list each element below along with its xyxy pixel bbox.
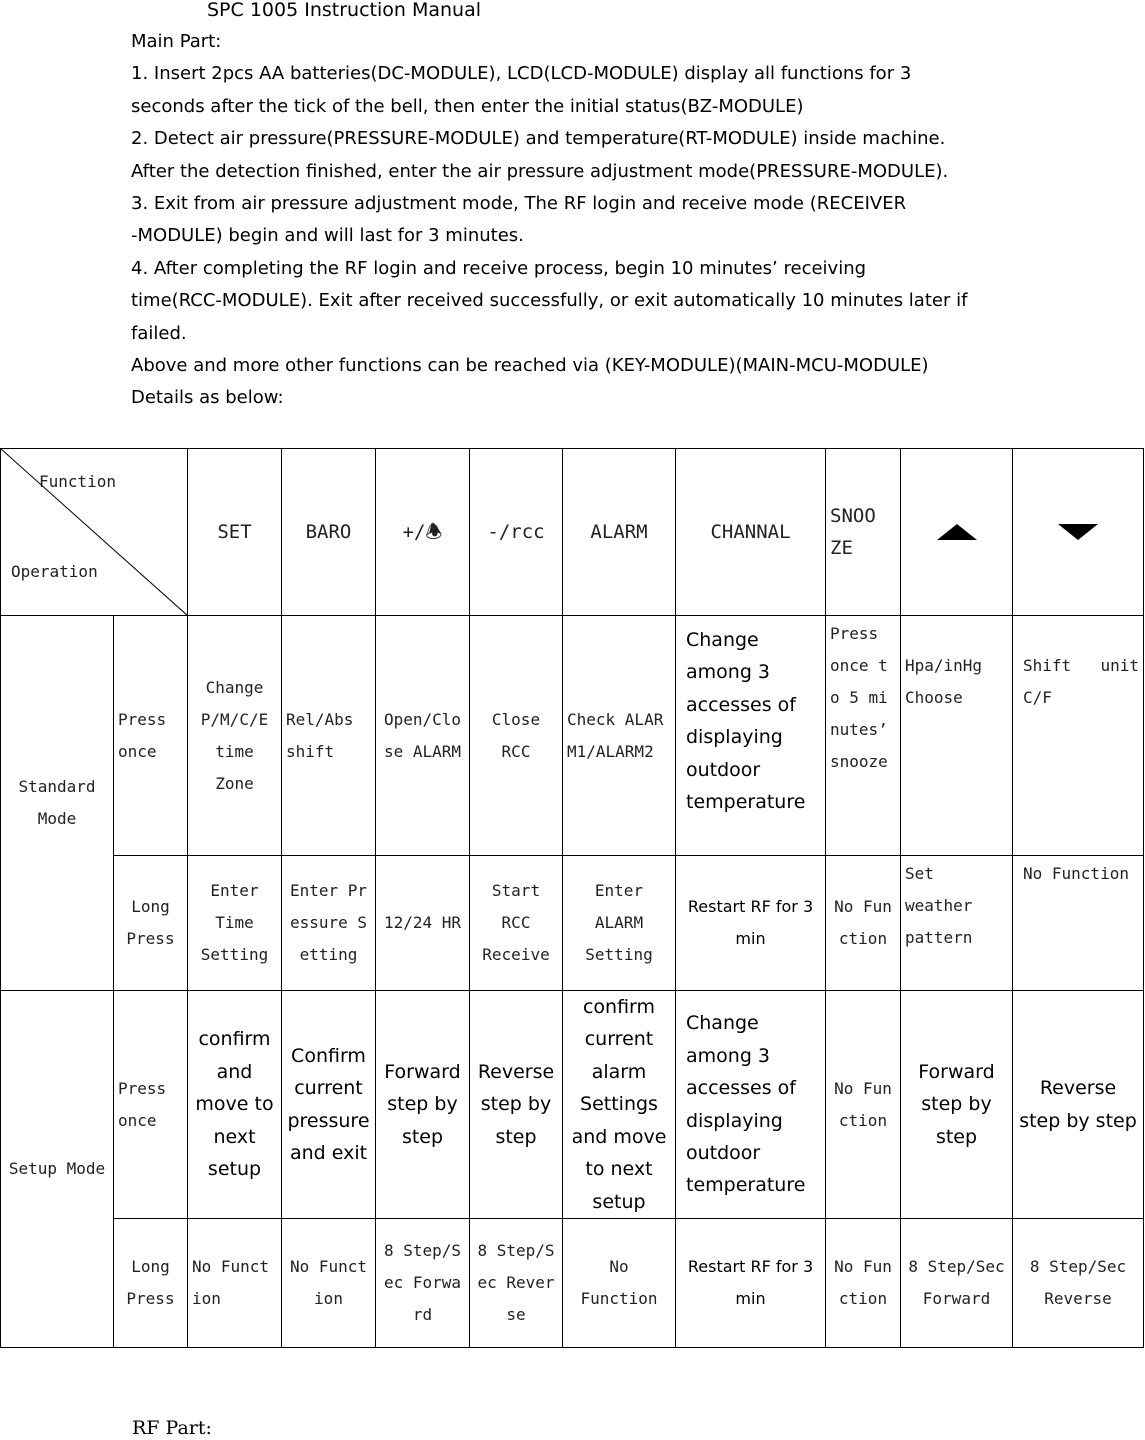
setup-channal-long: Restart RF for 3 min (676, 1219, 826, 1348)
standard-snooze-press: Press once to 5 minutes’ snooze (826, 616, 901, 856)
set-change-text: Change (205, 677, 264, 697)
intro-line: -MODULE) begin and will last for 3 minutes. (131, 225, 524, 247)
header-down (1013, 449, 1144, 616)
intro-line: failed. (131, 322, 187, 344)
intro-line: Above and more other functions can be reached via (KEY-MODULE)(MAIN-MCU-MODULE) (131, 355, 929, 377)
standard-set-long: Enter Time Setting (188, 856, 282, 991)
standard-plus-press: Open/Close ALARM (376, 616, 470, 856)
long-press-label: Long Press (114, 1219, 188, 1348)
intro-line: Main Part: (131, 31, 222, 52)
setup-plus-press: Forward step by step (376, 991, 470, 1219)
standard-alarm-press: Check ALARM1/ALARM2 (563, 616, 676, 856)
setup-alarm-press: confirm current alarm Settings and move to next setup (563, 991, 676, 1219)
header-alarm: ALARM (563, 449, 676, 616)
press-once-label: Press once (114, 991, 188, 1219)
document-title: SPC 1005 Instruction Manual (207, 0, 481, 21)
header-plus-bell: +/🕭 (376, 449, 470, 616)
setup-press-row (1, 991, 1144, 1219)
corner-cell (1, 449, 188, 616)
header-snooze: SNOO ZE (826, 449, 901, 616)
setup-down-long: 8 Step/Sec Reverse (1013, 1219, 1144, 1348)
setup-minus-long: 8 Step/Sec Reverse (470, 1219, 563, 1348)
intro-line: 4. After completing the RF login and receive process, begin 10 minutes’ receiving (131, 257, 867, 279)
setup-down-press: Reverse step by step (1013, 991, 1144, 1219)
setup-baro-press: Confirm current pressure and exit (282, 991, 376, 1219)
header-baro: BARO (282, 449, 376, 616)
header-minus-rcc: -/rcc (470, 449, 563, 616)
standard-down-press: Shift unit C/F (1013, 616, 1144, 856)
setup-snooze-long: No Function (826, 1219, 901, 1348)
setup-snooze-press: No Function (826, 991, 901, 1219)
standard-snooze-long: No Function (826, 856, 901, 991)
setup-baro-long: No Function (282, 1219, 376, 1348)
down-triangle-icon (1058, 524, 1098, 540)
setup-up-press: Forward step by step (901, 991, 1013, 1219)
standard-channal-long: Restart RF for 3 min (676, 856, 826, 991)
rf-part-heading: RF Part: (132, 1417, 212, 1439)
press-once-label: Press once (114, 616, 188, 856)
intro-line: 2. Detect air pressure(PRESSURE-MODULE) and temperature(RT-MODULE) inside machine. (131, 128, 946, 150)
setup-alarm-long: No Function (563, 1219, 676, 1348)
setup-set-long: No Function (188, 1219, 282, 1348)
setup-minus-press: Reverse step by step (470, 991, 563, 1219)
standard-minus-press: Close RCC (470, 616, 563, 856)
setup-long-row (1, 1219, 1144, 1348)
intro-line: Details as below: (131, 387, 284, 409)
setup-set-press: confirm and move to next setup (188, 991, 282, 1219)
intro-text (131, 26, 1131, 415)
setup-mode-label: Setup Mode (1, 991, 114, 1348)
function-table (0, 448, 1144, 1348)
header-channal: CHANNAL (676, 449, 826, 616)
setup-up-long: 8 Step/Sec Forward (901, 1219, 1013, 1348)
header-set: SET (188, 449, 282, 616)
standard-set-press (188, 616, 282, 856)
standard-alarm-long: Enter ALARM Setting (563, 856, 676, 991)
standard-channal-press: Change among 3 accesses of displaying outdoor temperature (676, 616, 826, 856)
up-triangle-icon (937, 524, 977, 540)
standard-minus-long: Start RCC Receive (470, 856, 563, 991)
function-label: Function (39, 472, 117, 491)
standard-press-row (1, 616, 1144, 856)
header-up (901, 449, 1013, 616)
intro-line: After the detection finished, enter the air pressure adjustment mode(PRESSURE-MODULE). (131, 160, 949, 182)
intro-line: 3. Exit from air pressure adjustment mode, The RF login and receive mode (RECEIVER (131, 193, 907, 215)
setup-channal-press: Change among 3 accesses of displaying outdoor temperature (676, 991, 826, 1219)
standard-long-row (1, 856, 1144, 991)
setup-plus-long: 8 Step/Sec Forward (376, 1219, 470, 1348)
operation-label: Operation (11, 562, 98, 581)
intro-line: 1. Insert 2pcs AA batteries(DC-MODULE), LCD(LCD-MODULE) display all functions for 3 (131, 63, 912, 85)
standard-up-long: Set weather pattern (901, 856, 1013, 991)
set-timezone-text: P/M/C/E time Zone (200, 709, 269, 793)
standard-down-long: No Function (1013, 856, 1144, 991)
intro-line: seconds after the tick of the bell, then enter the initial status(BZ-MODULE) (131, 95, 804, 117)
standard-mode-label: Standard Mode (1, 616, 114, 991)
intro-line: time(RCC-MODULE). Exit after received successfully, or exit automatically 10 minutes later if (131, 290, 968, 312)
standard-up-press: Hpa/inHg Choose (901, 616, 1013, 856)
header-row (1, 449, 1144, 616)
standard-baro-press: Rel/Abs shift (282, 616, 376, 856)
standard-plus-long: 12/24 HR (376, 856, 470, 991)
long-press-label: Long Press (114, 856, 188, 991)
standard-baro-long: Enter Pressure Setting (282, 856, 376, 991)
